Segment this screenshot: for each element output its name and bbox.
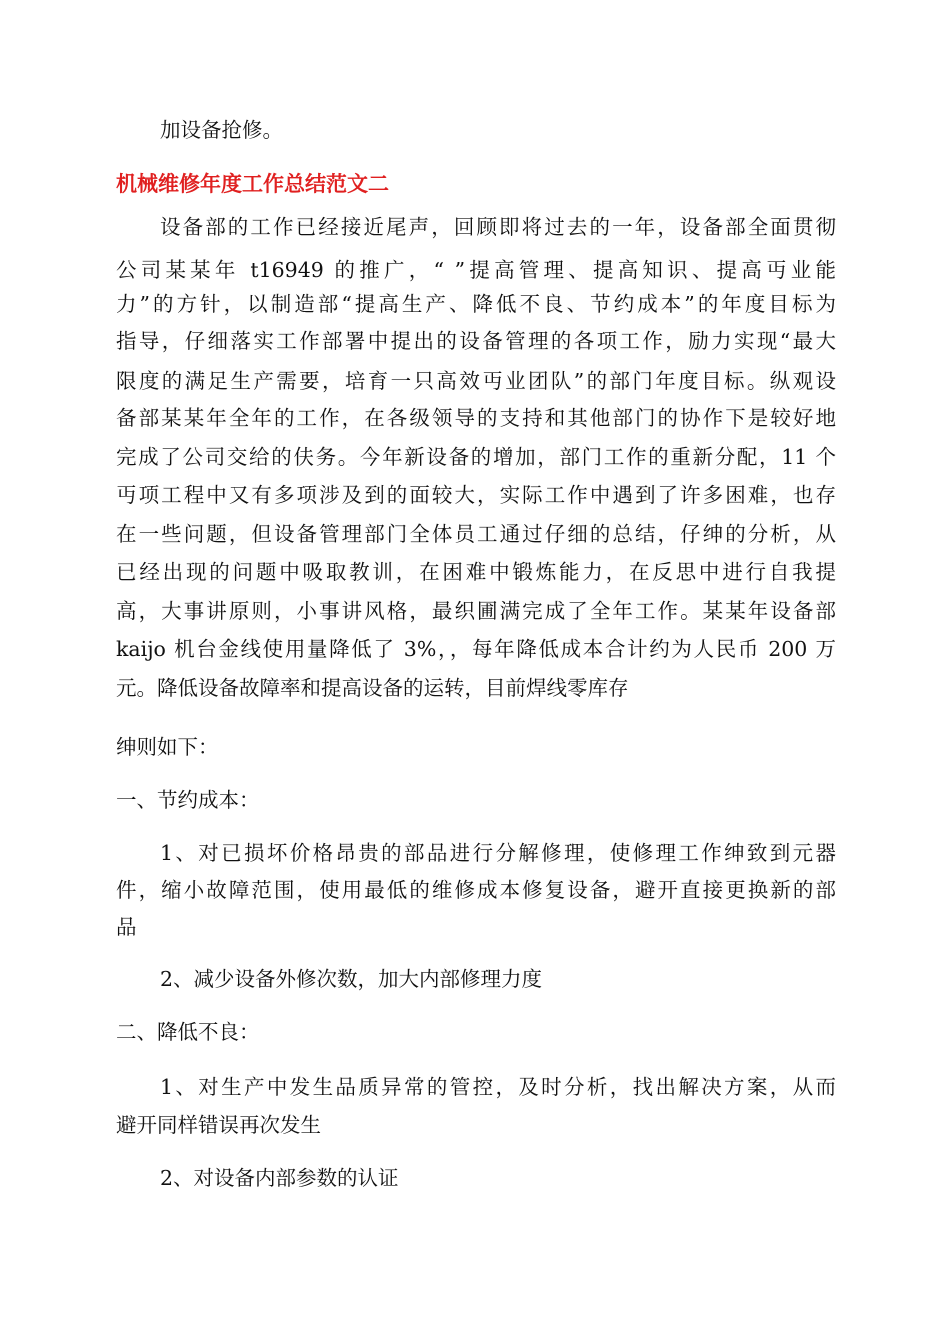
item-line: 1、对生产中发生品质异常的管控，及时分析，找出解决方案，从而 bbox=[160, 1075, 836, 1099]
intro-line: 加设备抢修。 bbox=[160, 118, 283, 142]
item-line: 1、对已损坏价格昂贵的部品进行分解修理，使修理工作绅致到元器 bbox=[160, 841, 836, 865]
paragraph-line: 完成了公司交给的伕务。今年新设备的增加，部门工作的重新分配，11 个 bbox=[116, 445, 836, 469]
section-title-cost: 一、节约成本： bbox=[116, 788, 260, 812]
paragraph-line: 丏项工程中又有多项涉及到的面较大，实际工作中遇到了许多困难，也存 bbox=[116, 483, 836, 507]
paragraph-line: 已经出现的问题中吸取教训，在困难中锻炼能力，在反思中进行自我提 bbox=[116, 560, 836, 584]
item-line: 件，缩小故障范围，使用最低的维修成本修复设备，避开直接更换新的部 bbox=[116, 878, 836, 902]
paragraph-line: 元。降低设备故障率和提高设备的运转，目前焊线零库存 bbox=[116, 676, 629, 700]
defects-item-2: 2、对设备内部参数的认证 bbox=[160, 1166, 399, 1190]
paragraph-line: 备部某某年全年的工作，在各级领导的支持和其他部门的协作下是较好地 bbox=[116, 406, 836, 430]
cost-item-2: 2、减少设备外修次数，加大内部修理力度 bbox=[160, 967, 543, 991]
paragraph-line: 指导，仔细落实工作部署中提出的设备管理的各项工作，励力实现“最大 bbox=[116, 329, 836, 353]
item-line: 避开同样错误再次发生 bbox=[116, 1113, 321, 1137]
paragraph-line: kaijo 机台金线使用量降低了 3%，，每年降低成本合计约为人民币 200 万 bbox=[116, 637, 836, 661]
item-line: 品 bbox=[116, 915, 137, 939]
paragraph-line: 高，大事讲原则，小事讲风格，最织圃满完成了全年工作。某某年设备部 bbox=[116, 599, 836, 623]
details-intro: 绅则如下： bbox=[116, 735, 219, 759]
paragraph-line: 设备部的工作已经接近尾声，回顾即将过去的一年，设备部全面贯彻 bbox=[160, 215, 836, 239]
paragraph-line: 限度的满足生产需要，培育一只高效丏业团队”的部门年度目标。纵观设 bbox=[116, 369, 836, 393]
paragraph-line: 力”的方针，以制造部“提高生产、降低不良、节约成本”的年度目标为 bbox=[116, 292, 836, 316]
paragraph-line: 公司某某年 t16949 的推广，“ ”提高管理、提高知识、提高丏业能 bbox=[116, 258, 836, 282]
section-title-defects: 二、降低不良： bbox=[116, 1020, 260, 1044]
section-heading: 机械维修年度工作总结范文二 bbox=[116, 172, 389, 196]
paragraph-line: 在一些问题，但设备管理部门全体员工通过仔细的总结，仔绅的分析，从 bbox=[116, 522, 836, 546]
